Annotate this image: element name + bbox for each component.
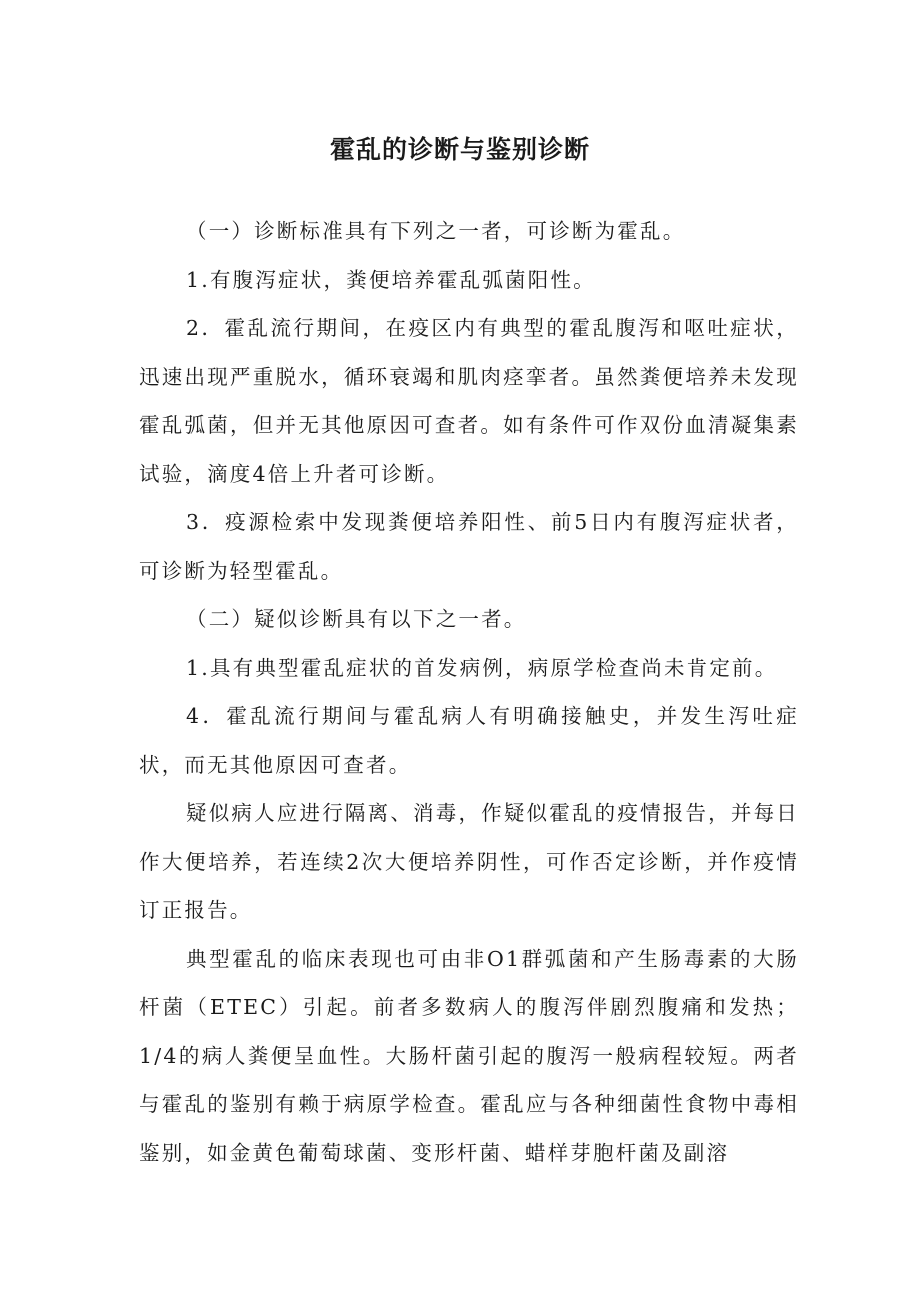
document-body [139, 207, 799, 1177]
paragraph-suspected-handling: 疑似病人应进行隔离、消毒，作疑似霍乱的疫情报告，并每日作大便培养，若连续2次大便培养阴性，可作否定诊断，并作疫情订正报告。 [139, 801, 799, 922]
paragraph-criterion-1: 1.有腹泻症状，粪便培养霍乱弧菌阳性。 [186, 267, 596, 292]
paragraph-suspected-1: 1.具有典型霍乱症状的首发病例，病原学检查尚未肯定前。 [186, 655, 778, 680]
paragraph-differential-diagnosis: 典型霍乱的临床表现也可由非O1群弧菌和产生肠毒素的大肠杆菌（ETEC）引起。前者多数病人的腹泻伴剧烈腹痛和发热；1/4的病人粪便呈血性。大肠杆菌引起的腹泻一般病程较短。两者与霍乱的鉴别有赖于病原学检查。霍乱应与各种细菌性食物中毒相鉴别，如金黄色葡萄球菌、变形杆菌、蜡样芽胞杆菌及副溶 [139, 946, 799, 1165]
paragraph-criterion-2: 2．霍乱流行期间，在疫区内有典型的霍乱腹泻和呕吐症状，迅速出现严重脱水，循环衰竭和肌肉痉挛者。虽然粪便培养未发现霍乱弧菌，但并无其他原因可查者。如有条件可作双份血清凝集素试验，滴度4倍上升者可诊断。 [139, 316, 799, 486]
document-title: 霍乱的诊断与鉴别诊断 [329, 135, 590, 164]
paragraph-suspected-4: 4．霍乱流行期间与霍乱病人有明确接触史，并发生泻吐症状，而无其他原因可查者。 [139, 704, 799, 777]
paragraph-suspected-diagnosis: （二）疑似诊断具有以下之一者。 [186, 607, 527, 631]
paragraph-diagnosis-criteria: （一）诊断标准具有下列之一者，可诊断为霍乱。 [186, 219, 686, 243]
paragraph-criterion-3: 3．疫源检索中发现粪便培养阳性、前5日内有腹泻症状者，可诊断为轻型霍乱。 [139, 510, 799, 583]
